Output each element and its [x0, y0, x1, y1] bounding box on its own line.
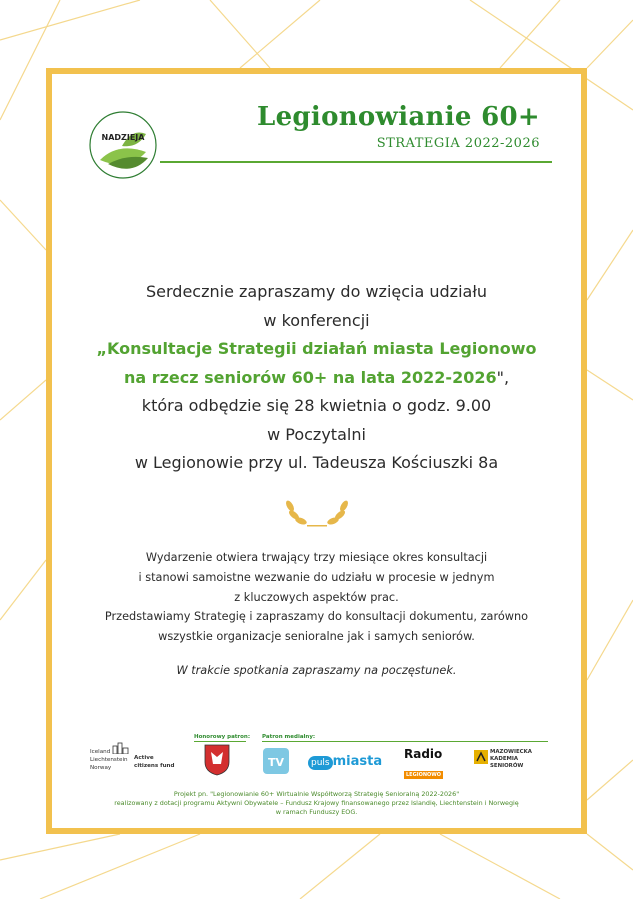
footer-line: Projekt pn. "Legionowianie 60+ Wirtualnie Współtworzą Strategię Senioralną 2022-2026" — [173, 790, 460, 798]
event-description — [80, 548, 553, 647]
description-line: Wydarzenie otwiera trwający trzy miesiące okres konsultacji — [145, 551, 488, 564]
eea-line: Iceland — [90, 749, 111, 755]
description-line: Przedstawiamy Strategię i zapraszamy do konsultacji dokumentu, zarówno — [104, 610, 529, 624]
description-line: wszystkie organizacje senioralne jak i samych seniorów. — [158, 630, 475, 644]
footer-line: realizowany z dotacji programu Aktywni Obywatele – Fundusz Krajowy finansowanego przez Islandię, Liechtenstein i Norwegię — [114, 799, 519, 807]
invitation-address: w Legionowie przy ul. Tadeusza Kościuszki 8a — [134, 453, 499, 472]
invitation-line: Serdecznie zapraszamy do wzięcia udziału — [146, 282, 487, 301]
refreshments-note: W trakcie spotkania zapraszamy na poczęstunek. — [176, 664, 457, 677]
active-line: citizens fund — [134, 763, 175, 769]
radio-legionowo-logo — [404, 748, 450, 780]
laurel-wreath-icon — [276, 496, 358, 530]
media-rule — [262, 741, 548, 742]
invitation-venue: w Poczytalni — [267, 424, 366, 444]
svg-text:TV: TV — [267, 756, 285, 769]
puls-miasta-logo — [308, 750, 388, 768]
tv-logo — [262, 747, 290, 775]
svg-text:NADZIEJA: NADZIEJA — [101, 133, 145, 142]
akademia-line: SENIORÓW — [490, 763, 524, 769]
active-citizens-logo — [134, 754, 175, 770]
conference-title-line: „Konsultacje Strategii działań miasta Legionowo — [96, 339, 537, 358]
page-title: Legionowianie 60+ — [256, 102, 540, 132]
invitation-date: która odbędzie się 28 kwietnia o godz. 9.00 — [141, 396, 492, 415]
description-line: z kluczowych aspektów prac. — [234, 590, 399, 604]
eea-line: Norway — [90, 765, 112, 771]
footer-line: w ramach Funduszy EOG. — [275, 808, 358, 816]
invitation-text — [70, 278, 563, 478]
media-patron-label: Patron medialny: — [262, 734, 316, 740]
honorary-patron-label: Honorowy patron: — [194, 734, 251, 740]
puls-text: puls — [308, 756, 333, 770]
conference-title-line-2 — [70, 364, 563, 393]
radio-text: Radio — [404, 747, 443, 761]
invitation-line: w konferencji — [263, 310, 370, 330]
akademia-seniorow-logo — [490, 749, 532, 770]
buildings-icon — [112, 742, 130, 754]
conference-title-text: na rzecz seniorów 60+ na lata 2022-2026 — [123, 367, 497, 387]
description-line: i stanowi samoistne wezwanie do udziału w procesie w jednym — [138, 570, 495, 584]
legionowo-text: LEGIONOWO — [406, 772, 442, 778]
akademia-icon — [474, 750, 488, 764]
eea-line: Liechtenstein — [90, 757, 128, 763]
honorary-rule — [194, 741, 246, 742]
coat-of-arms-icon — [204, 744, 230, 776]
title-divider — [160, 161, 552, 163]
akademia-line: MAZOWIECKA — [490, 749, 532, 755]
conference-title-suffix: ", — [496, 367, 510, 387]
akademia-line: KADEMIA — [490, 756, 519, 762]
active-line: Active — [134, 755, 154, 761]
project-footer — [60, 790, 573, 817]
nadzieja-logo — [88, 110, 158, 180]
miasta-text: miasta — [332, 754, 383, 769]
page-subtitle: STRATEGIA 2022-2026 — [376, 136, 540, 151]
